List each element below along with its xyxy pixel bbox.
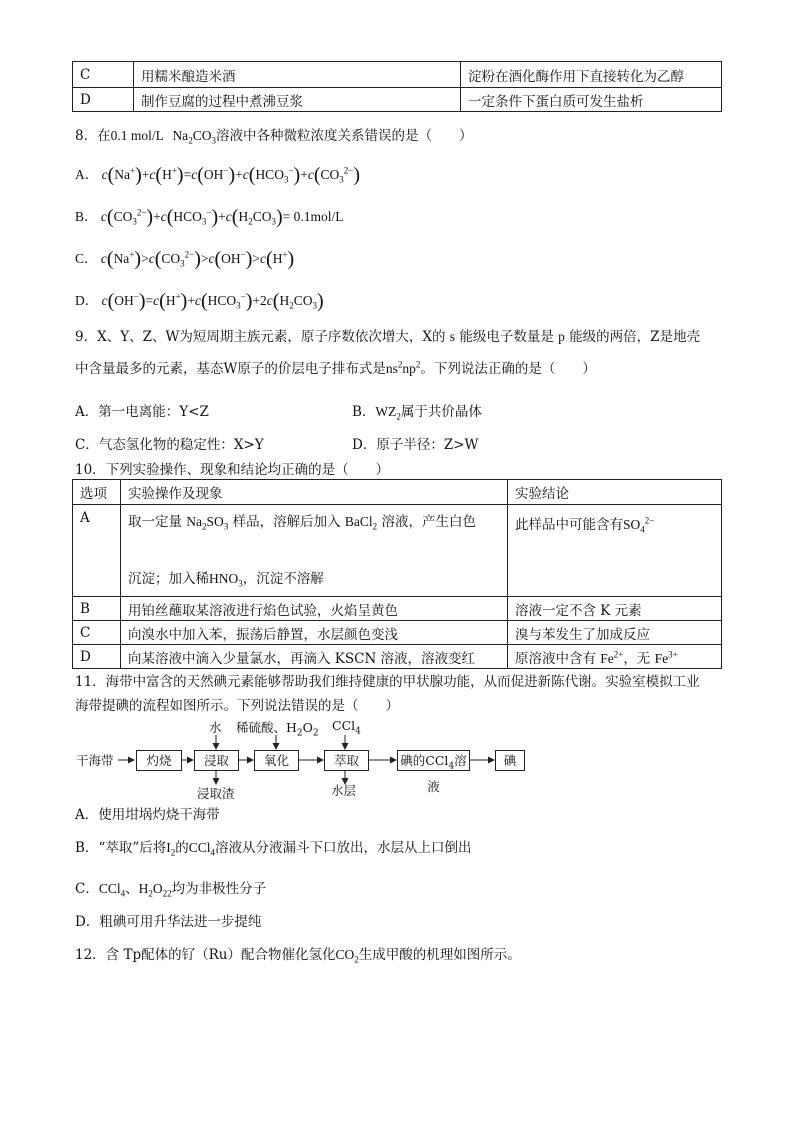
q9-option-d: D．原子半径：Z>W [352, 437, 479, 453]
item-cell: 制作豆腐的过程中煮沸豆浆 [134, 88, 461, 112]
flow-start-label: 干海带 [76, 753, 114, 768]
q8-stem-text: 溶液中各种微粒浓度关系错误的是（ ） [215, 128, 473, 144]
flow-output-aqueous: 水层 [331, 783, 357, 798]
option-label: C． [75, 251, 98, 266]
q8-number: 8．在 [75, 128, 111, 144]
flow-text: 稀硫酸、H [236, 720, 297, 735]
option-label: B． [352, 404, 376, 420]
option-label: B． [75, 209, 98, 224]
conc-cell: 此样品中可能含有$SO_4^{2-}$ [508, 505, 722, 597]
q9-text: 9．X、Y、Z、W为短周期主族元素，原子序数依次增大，X的 [75, 329, 446, 345]
header-cell: 实验结论 [508, 480, 722, 505]
q9-option-a: A．第一电离能：Y<Z [75, 404, 209, 420]
q11-line1: 11．海带中富含的天然碘元素能够帮助我们维持健康的甲状腺功能，从而促进新陈代谢。实验室模拟工业 [75, 674, 700, 690]
flow-box-ashing: 灼烧 [136, 750, 182, 771]
q9-text: 。下列说法正确的是（ ） [420, 361, 596, 377]
na2co3-formula: $Na_2CO_3$ [172, 128, 216, 146]
note-cell: 一定条件下蛋白质可发生盐析 [461, 88, 722, 112]
q11-text: B．“萃取”后将 [75, 840, 167, 856]
flow-input-ccl4: CCl$_4$ [332, 718, 361, 737]
option-label: D． [75, 293, 99, 308]
q8-option-a: A． $c(Na^+)+c(H^+)=c(OH^-)+c(HCO_3^-)+c(CO_3^{2-})$ [75, 164, 361, 186]
flow-input-acid: 稀硫酸、$H_2O_2$ [236, 720, 319, 739]
q11-text: 溶液从分液漏斗下口放出，水层从上口倒出 [215, 840, 472, 856]
flow-output-residue: 浸取渣 [197, 786, 235, 801]
flow-box-leaching: 浸取 [194, 750, 239, 771]
item-cell: 用糯米酿造米酒 [134, 62, 461, 88]
conc-text: 原溶液中含有 [515, 650, 596, 667]
q9-option-b: B．$WZ_2$属于共价晶体 [352, 404, 482, 422]
q8-option-b: B． $c(CO_3^{2-})+c(HCO_3^-)+c(H_2CO_3)= 0.1mol/L$ [75, 206, 344, 228]
conc-cell: 溴与苯发生了加成反应 [508, 621, 722, 645]
op-text: 样品，溶解后加入 [232, 514, 341, 530]
op-cell: 向某溶液中滴入少量氯水，再滴入 KSCN 溶液，溶液变红 [121, 645, 508, 669]
op-cell: 用铂丝蘸取某溶液进行焰色试验，火焰呈黄色 [121, 597, 508, 621]
header-cell: 选项 [73, 480, 121, 505]
q11-text: 的 [175, 840, 189, 856]
b-value: = 0.1mol/L [282, 209, 344, 224]
q12-text: 生成甲酸的机理如图所示。 [358, 947, 521, 963]
valence-config: $ns^2np^2$ [385, 359, 421, 376]
flow-input-water: 水 [209, 720, 222, 735]
option-letter: B [73, 597, 121, 621]
flow-text: 溶液 [427, 753, 467, 794]
op-cell: 向溴水中加入苯，振荡后静置，水层颜色变浅 [121, 621, 508, 645]
op-text: 溶液，产生白色 [381, 514, 476, 530]
q11-line2: 海带提碘的流程如图所示。下列说法错误的是（ ） [75, 698, 399, 714]
q11-option-a: A．使用坩埚灼烧干海带 [75, 807, 220, 823]
q9-text: 中含量最多的元素，基态W原子的价层电子排布式是 [75, 361, 386, 377]
q8-option-c: C． $c(Na^+)>c(CO_3^{2-})>c(OH^-)>c(H^+)$ [75, 248, 295, 270]
flow-text: O [302, 720, 313, 735]
flow-box-extraction: 萃取 [324, 750, 369, 771]
note-cell: 淀粉在酒化酶作用下直接转化为乙醇 [461, 62, 722, 88]
flow-box-oxidation: 氧化 [254, 750, 299, 771]
option-letter: C [73, 62, 134, 88]
q11-text: 均为非极性分子 [171, 881, 267, 897]
op-text: ，沉淀不溶解 [242, 570, 324, 587]
flow-text: 碘的CCl [400, 753, 449, 768]
option-letter: C [73, 621, 121, 645]
q11-option-d: D．粗碘可用升华法进一步提纯 [75, 914, 262, 930]
q8-concentration: 0.1 mol/L [110, 128, 164, 143]
flow-box-iodine-solution: 碘的CCl$_4$溶液 [397, 750, 470, 771]
option-label: A． [75, 167, 99, 182]
option-letter: D [73, 88, 134, 112]
q9-text: 能级的两倍，Z是地壳 [569, 329, 701, 345]
option-letter: D [73, 645, 121, 669]
op-text: 取一定量 [128, 514, 182, 530]
q9-line1: 9．X、Y、Z、W为短周期主族元素，原子序数依次增大，X的 s 能级电子数量是 p 能级的两倍，Z是地壳 [75, 329, 701, 345]
conc-text: 此样品中可能含有 [515, 517, 623, 533]
flow-text: CCl [332, 718, 356, 733]
conc-cell: 溶液一定不含 K 元素 [508, 597, 722, 621]
op-cell: 取一定量 $Na_2SO_3$ 样品，溶解后加入 BaCl$_2$ 溶液，产生白色 沉淀；加入稀$HNO_3$，沉淀不溶解 [121, 505, 508, 597]
q11-option-b: B．“萃取”后将$I_2$的CCl$_4$溶液从分液漏斗下口放出，水层从上口倒出 [75, 840, 472, 858]
q10-stem: 10．下列实验操作、现象和结论均正确的是（ ） [75, 462, 390, 478]
q9-option-c: C．气态氢化物的稳定性：X>Y [75, 437, 264, 453]
q12-text: 12．含 Tp配体的钌（Ru）配合物催化氢化 [75, 947, 336, 963]
q9-text: 属于共价晶体 [400, 404, 482, 420]
q12-stem: 12．含 Tp配体的钌（Ru）配合物催化氢化$CO_2$生成甲酸的机理如图所示。 [75, 947, 521, 965]
q9-text: 能级电子数量是 [459, 329, 554, 345]
q11-option-c: C．CCl$_4$、$H_2O_{22}$均为非极性分子 [75, 881, 267, 899]
conc-cell: 原溶液中含有 $Fe^{2+}$，无 $Fe^{3+}$ [508, 645, 722, 669]
op-text: 沉淀；加入稀 [128, 570, 209, 587]
flow-box-iodine: 碘 [495, 750, 525, 771]
q8-option-d: D． $c(OH^-)=c(H^+)+c(HCO_3^-)+2c(H_2CO_3)$ [75, 290, 324, 312]
header-cell: 实验操作及现象 [121, 480, 508, 505]
option-label: C． [75, 881, 99, 897]
conc-text: ，无 [623, 650, 651, 667]
option-letter: A [73, 505, 121, 597]
